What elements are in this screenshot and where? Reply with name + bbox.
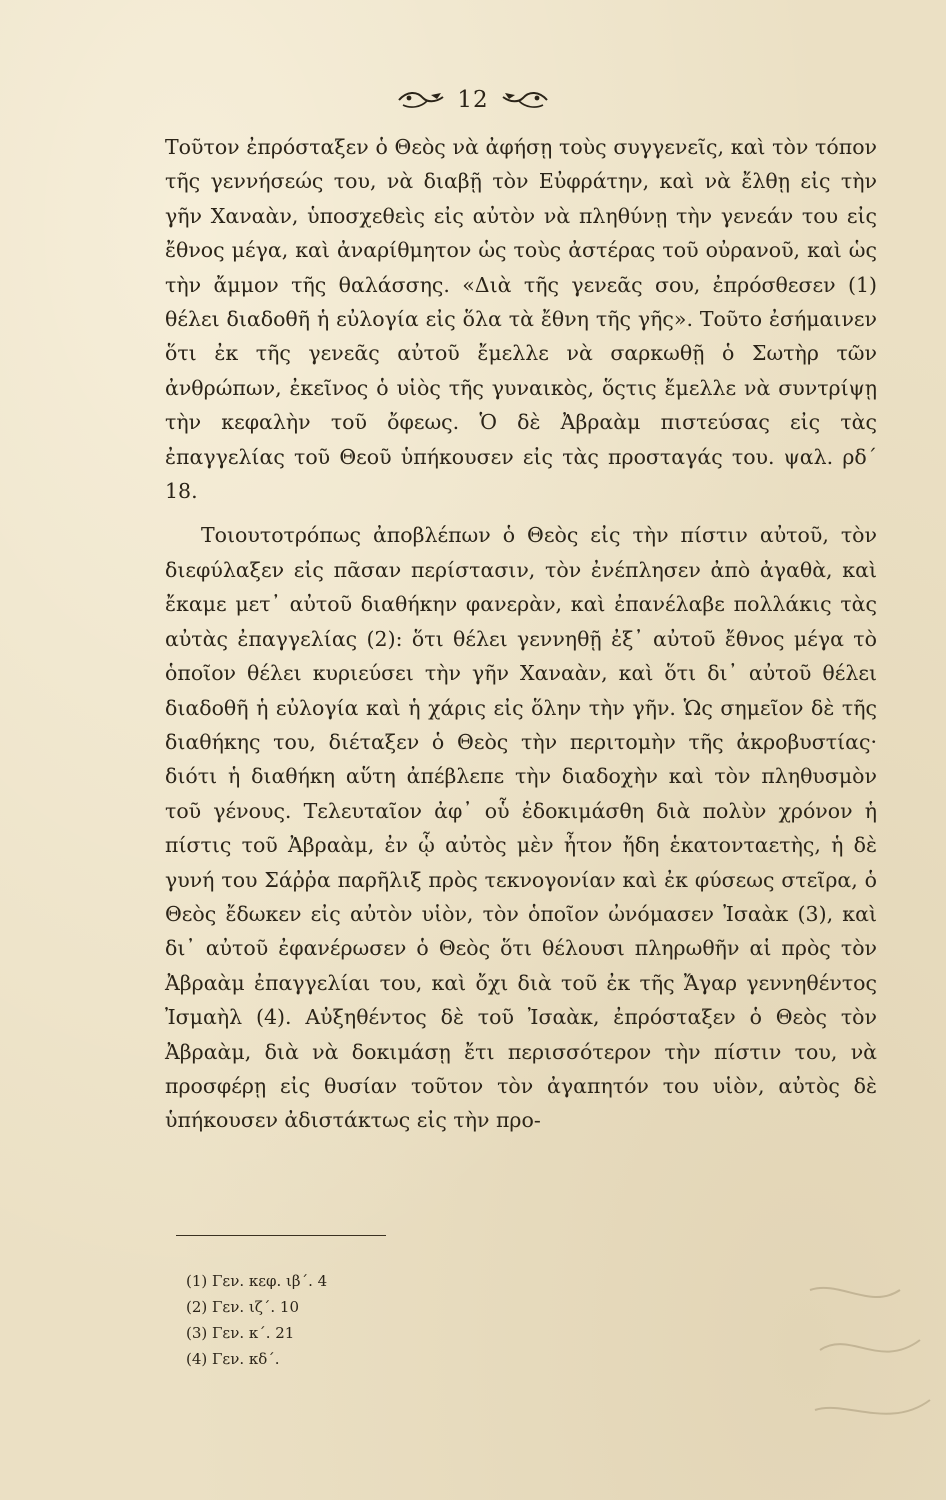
page-header <box>0 80 946 120</box>
paragraph-1: Τοῦτον ἐπρόσταξεν ὁ Θεὸς νὰ ἀφήσῃ τοὺς συγγενεῖς, καὶ τὸν τόπον τῆς γεννήσεώς του, νὰ διαβῇ τὸν Εὐφράτην, καὶ νὰ ἔλθῃ εἰς τὴν γῆν Χαναὰν, ὑποσχεθεὶς εἰς αὐτὸν νὰ πληθύνῃ τὴν γενεάν του εἰς ἔθνος μέγα, καὶ ἀναρίθμητον ὡς τοὺς ἀστέρας τοῦ οὐρανοῦ, καὶ ὡς τὴν ἄμμον τῆς θαλάσσης. «Διὰ τῆς γενεᾶς σου, ἐπρόσθεσεν (1) θέλει διαδοθῆ ἡ εὐλογία εἰς ὅλα τὰ ἔθνη τῆς γῆς». Τοῦτο ἐσήμαινεν ὅτι ἐκ τῆς γενεᾶς αὐτοῦ ἔμελλε νὰ σαρκωθῇ ὁ Σωτὴρ τῶν ἀνθρώπων, ἐκεῖνος ὁ υἱὸς τῆς γυναικὸς, ὅςτις ἔμελλε νὰ συντρίψῃ τὴν κεφαλὴν τοῦ ὄφεως. Ὁ δὲ Ἀβραὰμ πιστεύσας εἰς τὰς ἐπαγγελίας τοῦ Θεοῦ ὑπήκουσεν εἰς τὰς προσταγάς του. ψαλ. ρδ´ 18. <box>165 135 877 504</box>
footnotes <box>186 1268 327 1372</box>
footnote-2: (2) Γεν. ιζ´. 10 <box>186 1298 299 1316</box>
footnote-3: (3) Γεν. κ´. 21 <box>186 1324 295 1342</box>
footnote-1: (1) Γεν. κεφ. ιβ´. 4 <box>186 1272 328 1290</box>
main-text <box>165 130 877 1138</box>
footnote-divider <box>176 1235 386 1236</box>
page-number: 12 <box>457 87 489 113</box>
ornament-right-icon <box>501 89 549 111</box>
ornament-left-icon <box>397 89 445 111</box>
paragraph-2: Τοιουτοτρόπως ἀποβλέπων ὁ Θεὸς εἰς τὴν πίστιν αὐτοῦ, τὸν διεφύλαξεν εἰς πᾶσαν περίστασιν, τὸν ἐνέπλησεν ἀπὸ ἀγαθὰ, καὶ ἔκαμε μετ᾽ αὐτοῦ διαθήκην φανερὰν, καὶ ἐπανέλαβε πολλάκις τὰς αὐτὰς ἐπαγγελίας (2): ὅτι θέλει γεννηθῇ ἐξ᾽ αὐτοῦ ἔθνος μέγα τὸ ὁποῖον θέλει κυριεύσει τὴν γῆν Χαναὰν, καὶ ὅτι δι᾽ αὐτοῦ θέλει διαδοθῆ ἡ εὐλογία καὶ ἡ χάρις εἰς ὅλην τὴν γῆν. Ὡς σημεῖον δὲ τῆς διαθήκης του, διέταξεν ὁ Θεὸς τὴν περιτομὴν τῆς ἀκροβυστίας· διότι ἡ διαθήκη αὕτη ἀπέβλεπε τὴν διαδοχὴν καὶ τὸν πληθυσμὸν τοῦ γένους. Τελευταῖον ἀφ᾽ οὗ ἐδοκιμάσθη διὰ πολὺν χρόνον ἡ πίστις τοῦ Ἀβραὰμ, ἐν ᾧ αὐτὸς μὲν ἦτον ἤδη ἑκατονταετὴς, ἡ δὲ γυνή του Σάῤῥα παρῆλιξ πρὸς τεκνογονίαν καὶ ἐκ φύσεως στεῖρα, ὁ Θεὸς ἔδωκεν εἰς αὐτὸν υἱὸν, τὸν ὁποῖον ὠνόμασεν Ἰσαὰκ (3), καὶ δι᾽ αὐτοῦ ἐφανέρωσεν ὁ Θεὸς ὅτι θέλουσι πληρωθῆν αἱ πρὸς τὸν Ἀβραὰμ ἐπαγγελίαι του, καὶ ὄχι διὰ τοῦ ἐκ τῆς Ἄγαρ γεννηθέντος Ἰσμαὴλ (4). Αὐξηθέντος δὲ τοῦ Ἰσαὰκ, ἐπρόσταξεν ὁ Θεὸς τὸν Ἀβραὰμ, διὰ νὰ δοκιμάσῃ ἔτι περισσότερον τὴν πίστιν του, νὰ προσφέρῃ εἰς θυσίαν τοῦτον τὸν ἀγαπητόν του υἱὸν, αὐτὸς δὲ ὑπήκουσεν ἀδιστάκτως εἰς τὴν προ- <box>165 523 877 1133</box>
ink-bleedthrough-mark <box>800 1260 940 1460</box>
footnote-4: (4) Γεν. κδ´. <box>186 1350 280 1368</box>
